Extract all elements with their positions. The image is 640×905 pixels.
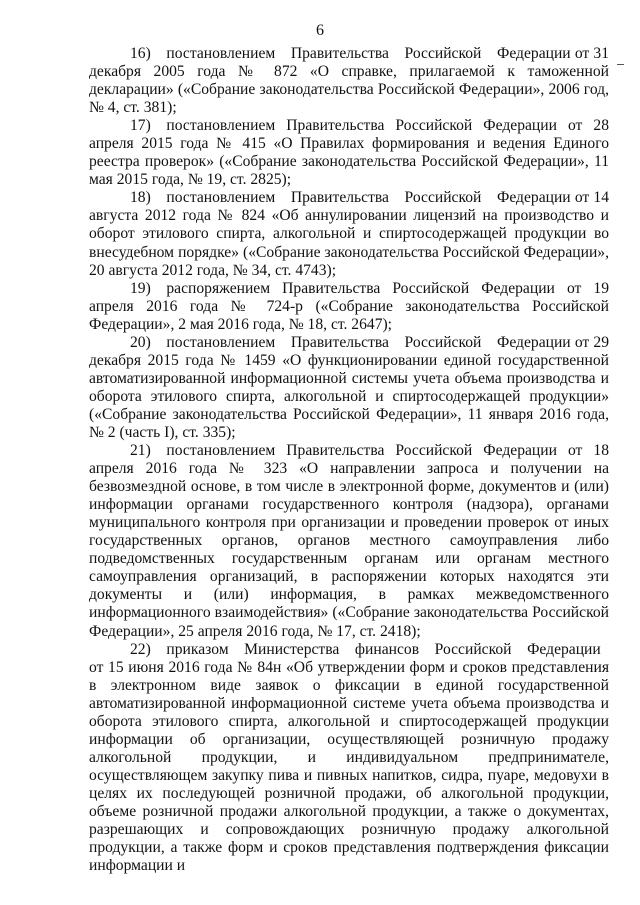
list-item-18: 18) постановлением Правительства Российской Федерации от 14 августа 2012 года № 824 «Об аннулировании лицензий на производство и оборот этилового спирта, алкогольной и спиртосодержащей продукции во внесудебном порядке» («Собрание законодательства Российской Федерации», 20 августа 2012 года, № 34, ст. 4743); [89, 189, 609, 279]
list-item-21: 21) постановлением Правительства Российской Федерации от 18 апреля 2016 года № 323 «О направлении запроса и получении на безвозмездной основе, в том числе в электронной форме, документов и (или) информации органами государственного контроля (надзора), органами муниципального контроля при организации и проведении проверок от иных государственных органов, органов местного самоуправления либо подведомственных государственным органам или органам местного самоуправления организаций, в распоряжении которых находятся эти документы и (или) информация, в рамках межведомственного информационного взаимодействия» («Собрание законодательства Российской Федерации», 25 апреля 2016 года, № 17, ст. 2418); [89, 442, 609, 640]
list-item-22: 22) приказом Министерства финансов Российской Федерации от 15 июня 2016 года № 84н «Об утверждении форм и сроков представления в электронном виде заявок о фиксации в единой государственной автоматизированной информационной системе учета объема производства и оборота этилового спирта, алкогольной и спиртосодержащей продукции информации об организации, осуществляющей розничную продажу алкогольной продукции, и индивидуальном предпринимателе, осуществляющем закупку пива и пивных напитков, сидра, пуаре, медовухи в целях их последующей розничной продажи, об алкогольной продукции, объеме розничной продажи алкогольной продукции, а также о документах, разрешающих и сопровождающих розничную продажу алкогольной продукции, а также форм и сроков представления подтверждения фиксации информации и [89, 640, 609, 875]
margin-mark [617, 64, 624, 65]
page-number: 6 [316, 22, 324, 39]
list-item-20: 20) постановлением Правительства Российской Федерации от 29 декабря 2015 года № 1459 «О функционировании единой государственной автоматизированной информационной системы учета объема производства и оборота этилового спирта, алкогольной и спиртосодержащей продукции» («Собрание законодательства Российской Федерации», 11 января 2016 года, № 2 (часть I), ст. 335); [89, 333, 609, 441]
document-body [89, 45, 609, 875]
list-item-19: 19) распоряжением Правительства Российской Федерации от 19 апреля 2016 года № 724-р («Собрание законодательства Российской Федерации», 2 мая 2016 года, № 18, ст. 2647); [89, 279, 609, 333]
list-item-17: 17) постановлением Правительства Российской Федерации от 28 апреля 2015 года № 415 «О Правилах формирования и ведения Единого реестра проверок» («Собрание законодательства Российской Федерации», 11 мая 2015 года, № 19, ст. 2825); [89, 117, 609, 189]
list-item-16: 16) постановлением Правительства Российской Федерации от 31 декабря 2005 года № 872 «О справке, прилагаемой к таможенной декларации» («Собрание законодательства Российской Федерации», 2006 год, № 4, ст. 381); [89, 45, 609, 117]
